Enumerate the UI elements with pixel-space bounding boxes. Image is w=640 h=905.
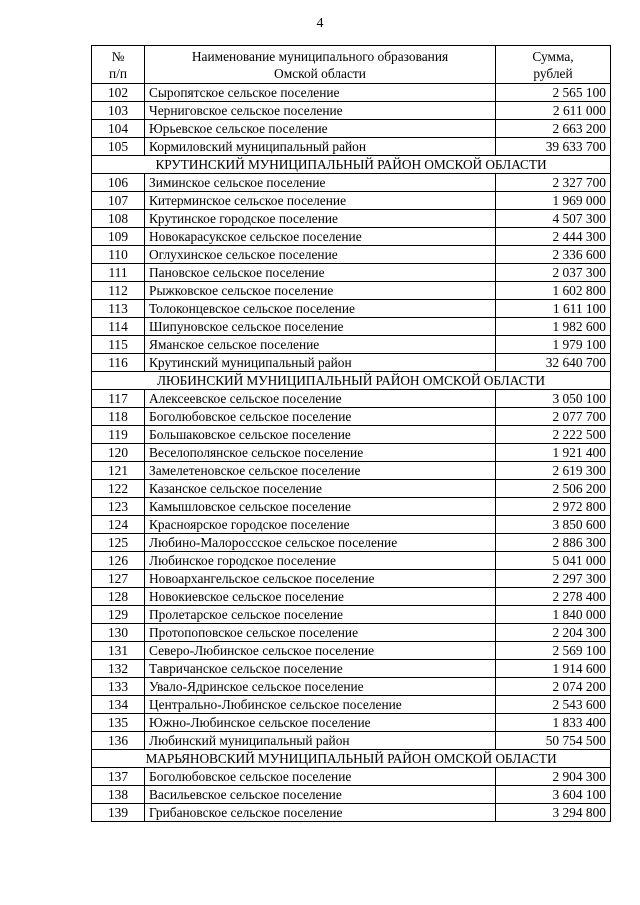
- amount-rubles: 3 604 100: [496, 786, 611, 804]
- row-number: 131: [92, 642, 145, 660]
- row-number: 123: [92, 498, 145, 516]
- section-row: [92, 156, 611, 174]
- table-row: [92, 318, 611, 336]
- table-row: [92, 462, 611, 480]
- table-row: [92, 714, 611, 732]
- amount-rubles: 3 850 600: [496, 516, 611, 534]
- municipality-name: Шипуновское сельское поселение: [145, 318, 496, 336]
- table-row: [92, 354, 611, 372]
- municipality-name: Пановское сельское поселение: [145, 264, 496, 282]
- amount-rubles: 39 633 700: [496, 138, 611, 156]
- municipality-name: Северо-Любинское сельское поселение: [145, 642, 496, 660]
- table-row: [92, 552, 611, 570]
- municipality-name: Кормиловский муниципальный район: [145, 138, 496, 156]
- allocation-table: [91, 45, 611, 822]
- amount-rubles: 2 444 300: [496, 228, 611, 246]
- municipality-name: Крутинское городское поселение: [145, 210, 496, 228]
- amount-rubles: 2 569 100: [496, 642, 611, 660]
- amount-rubles: 2 037 300: [496, 264, 611, 282]
- table-header: [92, 46, 611, 84]
- table-row: [92, 498, 611, 516]
- amount-rubles: 2 327 700: [496, 174, 611, 192]
- section-title: КРУТИНСКИЙ МУНИЦИПАЛЬНЫЙ РАЙОН ОМСКОЙ ОБЛАСТИ: [92, 156, 611, 174]
- municipality-name: Васильевское сельское поселение: [145, 786, 496, 804]
- section-row: [92, 372, 611, 390]
- row-number: 115: [92, 336, 145, 354]
- row-number: 110: [92, 246, 145, 264]
- table-row: [92, 282, 611, 300]
- table-row: [92, 588, 611, 606]
- municipality-name: Красноярское городское поселение: [145, 516, 496, 534]
- municipality-name: Новокиевское сельское поселение: [145, 588, 496, 606]
- municipality-name: Южно-Любинское сельское поселение: [145, 714, 496, 732]
- table-row: [92, 120, 611, 138]
- table-row: [92, 570, 611, 588]
- table-row: [92, 660, 611, 678]
- amount-rubles: 1 969 000: [496, 192, 611, 210]
- municipality-name: Центрально-Любинское сельское поселение: [145, 696, 496, 714]
- amount-rubles: 2 619 300: [496, 462, 611, 480]
- header-num: [92, 46, 145, 84]
- amount-rubles: 5 041 000: [496, 552, 611, 570]
- amount-rubles: 2 972 800: [496, 498, 611, 516]
- header-name-line1: Наименование муниципального образования: [191, 48, 449, 64]
- table-row: [92, 678, 611, 696]
- row-number: 139: [92, 804, 145, 822]
- municipality-name: Сыропятское сельское поселение: [145, 84, 496, 102]
- amount-rubles: 2 506 200: [496, 480, 611, 498]
- municipality-name: Китерминское сельское поселение: [145, 192, 496, 210]
- table-row: [92, 246, 611, 264]
- table-row: [92, 192, 611, 210]
- amount-rubles: 2 565 100: [496, 84, 611, 102]
- amount-rubles: 2 886 300: [496, 534, 611, 552]
- header-name-line2: Омской области: [274, 65, 366, 81]
- municipality-name: Большаковское сельское поселение: [145, 426, 496, 444]
- amount-rubles: 3 294 800: [496, 804, 611, 822]
- table-row: [92, 516, 611, 534]
- municipality-name: Замелетеновское сельское поселение: [145, 462, 496, 480]
- row-number: 121: [92, 462, 145, 480]
- municipality-name: Рыжковское сельское поселение: [145, 282, 496, 300]
- row-number: 124: [92, 516, 145, 534]
- table-row: [92, 102, 611, 120]
- municipality-name: Крутинский муниципальный район: [145, 354, 496, 372]
- row-number: 138: [92, 786, 145, 804]
- municipality-name: Оглухинское сельское поселение: [145, 246, 496, 264]
- row-number: 129: [92, 606, 145, 624]
- municipality-name: Боголюбовское сельское поселение: [145, 768, 496, 786]
- municipality-name: Яманское сельское поселение: [145, 336, 496, 354]
- row-number: 125: [92, 534, 145, 552]
- municipality-name: Новоархангельское сельское поселение: [145, 570, 496, 588]
- row-number: 107: [92, 192, 145, 210]
- amount-rubles: 1 979 100: [496, 336, 611, 354]
- row-number: 102: [92, 84, 145, 102]
- amount-rubles: 2 663 200: [496, 120, 611, 138]
- row-number: 134: [92, 696, 145, 714]
- row-number: 113: [92, 300, 145, 318]
- row-number: 116: [92, 354, 145, 372]
- table-row: [92, 426, 611, 444]
- row-number: 114: [92, 318, 145, 336]
- amount-rubles: 3 050 100: [496, 390, 611, 408]
- section-row: [92, 750, 611, 768]
- row-number: 128: [92, 588, 145, 606]
- table-row: [92, 390, 611, 408]
- row-number: 105: [92, 138, 145, 156]
- row-number: 106: [92, 174, 145, 192]
- amount-rubles: 2 611 000: [496, 102, 611, 120]
- header-num-line2: п/п: [108, 65, 128, 81]
- municipality-name: Пролетарское сельское поселение: [145, 606, 496, 624]
- table-row: [92, 408, 611, 426]
- header-sum-line2: рублей: [533, 65, 573, 81]
- page-number: 4: [316, 16, 324, 31]
- amount-rubles: 1 833 400: [496, 714, 611, 732]
- table-row: [92, 786, 611, 804]
- amount-rubles: 2 077 700: [496, 408, 611, 426]
- municipality-name: Грибановское сельское поселение: [145, 804, 496, 822]
- row-number: 130: [92, 624, 145, 642]
- amount-rubles: 1 840 000: [496, 606, 611, 624]
- municipality-name: Алексеевское сельское поселение: [145, 390, 496, 408]
- municipality-name: Боголюбовское сельское поселение: [145, 408, 496, 426]
- table-row: [92, 138, 611, 156]
- municipality-name: Черниговское сельское поселение: [145, 102, 496, 120]
- amount-rubles: 2 336 600: [496, 246, 611, 264]
- row-number: 103: [92, 102, 145, 120]
- table-row: [92, 624, 611, 642]
- header-name: [145, 46, 496, 84]
- municipality-name: Казанское сельское поселение: [145, 480, 496, 498]
- amount-rubles: 4 507 300: [496, 210, 611, 228]
- municipality-name: Любинское городское поселение: [145, 552, 496, 570]
- municipality-name: Веселополянское сельское поселение: [145, 444, 496, 462]
- table-row: [92, 768, 611, 786]
- row-number: 117: [92, 390, 145, 408]
- amount-rubles: 2 543 600: [496, 696, 611, 714]
- row-number: 136: [92, 732, 145, 750]
- header-sum-line1: Сумма,: [532, 48, 574, 64]
- amount-rubles: 1 914 600: [496, 660, 611, 678]
- municipality-name: Новокарасукское сельское поселение: [145, 228, 496, 246]
- municipality-name: Зиминское сельское поселение: [145, 174, 496, 192]
- row-number: 118: [92, 408, 145, 426]
- municipality-name: Любино-Малороссское сельское поселение: [145, 534, 496, 552]
- amount-rubles: 50 754 500: [496, 732, 611, 750]
- municipality-name: Толоконцевское сельское поселение: [145, 300, 496, 318]
- table-row: [92, 534, 611, 552]
- row-number: 108: [92, 210, 145, 228]
- row-number: 112: [92, 282, 145, 300]
- table-row: [92, 444, 611, 462]
- amount-rubles: 2 074 200: [496, 678, 611, 696]
- municipality-name: Юрьевское сельское поселение: [145, 120, 496, 138]
- row-number: 111: [92, 264, 145, 282]
- table-row: [92, 642, 611, 660]
- amount-rubles: 32 640 700: [496, 354, 611, 372]
- header-num-line1: №: [111, 48, 125, 64]
- table-row: [92, 84, 611, 102]
- table-row: [92, 606, 611, 624]
- table-row: [92, 804, 611, 822]
- table-row: [92, 732, 611, 750]
- header-sum: [496, 46, 611, 84]
- amount-rubles: 2 904 300: [496, 768, 611, 786]
- municipality-name: Протопоповское сельское поселение: [145, 624, 496, 642]
- table-row: [92, 210, 611, 228]
- municipality-name: Камышловское сельское поселение: [145, 498, 496, 516]
- row-number: 133: [92, 678, 145, 696]
- row-number: 119: [92, 426, 145, 444]
- row-number: 122: [92, 480, 145, 498]
- table-row: [92, 696, 611, 714]
- section-title: ЛЮБИНСКИЙ МУНИЦИПАЛЬНЫЙ РАЙОН ОМСКОЙ ОБЛАСТИ: [92, 372, 611, 390]
- table-row: [92, 228, 611, 246]
- row-number: 126: [92, 552, 145, 570]
- amount-rubles: 1 921 400: [496, 444, 611, 462]
- row-number: 120: [92, 444, 145, 462]
- amount-rubles: 2 204 300: [496, 624, 611, 642]
- municipality-name: Любинский муниципальный район: [145, 732, 496, 750]
- amount-rubles: 1 602 800: [496, 282, 611, 300]
- row-number: 127: [92, 570, 145, 588]
- table-body: [92, 84, 611, 822]
- municipality-name: Увало-Ядринское сельское поселение: [145, 678, 496, 696]
- row-number: 132: [92, 660, 145, 678]
- row-number: 109: [92, 228, 145, 246]
- row-number: 137: [92, 768, 145, 786]
- table-row: [92, 480, 611, 498]
- row-number: 135: [92, 714, 145, 732]
- table-row: [92, 174, 611, 192]
- section-title: МАРЬЯНОВСКИЙ МУНИЦИПАЛЬНЫЙ РАЙОН ОМСКОЙ ОБЛАСТИ: [92, 750, 611, 768]
- amount-rubles: 1 611 100: [496, 300, 611, 318]
- row-number: 104: [92, 120, 145, 138]
- table-row: [92, 300, 611, 318]
- amount-rubles: 2 222 500: [496, 426, 611, 444]
- table-row: [92, 336, 611, 354]
- municipality-name: Тавричанское сельское поселение: [145, 660, 496, 678]
- amount-rubles: 1 982 600: [496, 318, 611, 336]
- amount-rubles: 2 278 400: [496, 588, 611, 606]
- table-row: [92, 264, 611, 282]
- amount-rubles: 2 297 300: [496, 570, 611, 588]
